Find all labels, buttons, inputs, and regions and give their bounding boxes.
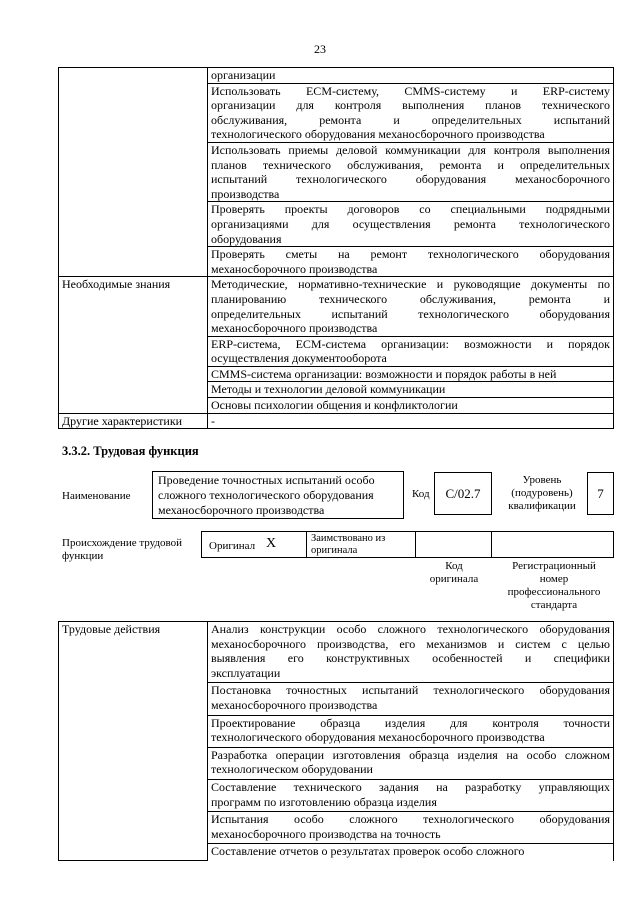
cell-line: механосборочного производства xyxy=(211,261,378,276)
row-label xyxy=(59,68,208,277)
cell-line: Проверять сметы на ремонт технологического оборудования xyxy=(211,247,610,262)
labor-actions-table xyxy=(58,621,614,861)
cell-line: механосборочного производства, его механизмов и систем с целью xyxy=(211,636,610,651)
cell-line: эксплуатации xyxy=(211,665,281,680)
borrowed-line: Заимствовано из xyxy=(311,533,386,544)
code-label: Код xyxy=(412,488,430,500)
row-content xyxy=(208,366,614,382)
level-label-line: квалификации xyxy=(508,500,576,512)
labor-action xyxy=(208,715,614,747)
cell-line: Постановка точностных испытаний технологического оборудования xyxy=(211,683,610,698)
labor-action xyxy=(208,812,614,844)
borrowed-line: оригинала xyxy=(311,545,358,556)
origin-label-line: Происхождение трудовой xyxy=(62,537,183,549)
row-content xyxy=(208,382,614,398)
cell-line: Методические, нормативно-технические и руководящие документы по xyxy=(211,277,610,292)
reg-number-line: профессионального xyxy=(507,586,601,598)
cell-line: Методы и технологии деловой коммуникации xyxy=(211,382,446,397)
row-content xyxy=(208,202,614,247)
cell-line: организации для контроля выполнения планов технического xyxy=(211,98,610,113)
row-content xyxy=(208,83,614,142)
cell-line: обслуживания, ремонта и определительных испытаний xyxy=(211,112,610,127)
cell-line: оборудования xyxy=(211,231,282,246)
row-content xyxy=(208,413,614,429)
labor-action xyxy=(208,622,614,683)
cell-line: испытаний технологического оборудования механосборочного xyxy=(211,172,610,187)
cell-line: - xyxy=(211,413,215,428)
cell-line: Основы психологии общения и конфликтологии xyxy=(211,398,458,413)
section-heading: 3.3.2. Трудовая функция xyxy=(62,444,199,458)
original-mark: X xyxy=(266,536,277,551)
qualification-level-label xyxy=(500,474,584,513)
function-name-line: механосборочного производства xyxy=(158,503,325,517)
qualification-level-value: 7 xyxy=(587,472,614,515)
row-label: Другие характеристики xyxy=(59,413,208,429)
cell-line: механосборочного производства xyxy=(211,321,378,336)
reg-number-line: Регистрационный xyxy=(512,560,596,572)
cell-line: технологического оборудования механосборочного производства xyxy=(211,730,545,745)
cell-line: планов технического обслуживания, ремонта и определительных xyxy=(211,157,610,172)
code-original-line: Код xyxy=(445,560,463,572)
cell-line: Использовать ECM-систему, CMMS-систему и ERP-систему xyxy=(211,83,610,98)
cell-line: выявления его конструктивных особенностей и специфики xyxy=(211,651,610,666)
cell-line: Составление отчетов о результатах проверок особо сложного xyxy=(211,844,525,859)
cell-line: Проектирование образца изделия для контроля точности xyxy=(211,715,610,730)
cell-line: Испытания особо сложного технологического оборудования xyxy=(211,812,610,827)
row-content xyxy=(208,247,614,277)
page-number: 23 xyxy=(314,42,326,56)
row-content xyxy=(208,398,614,414)
origin-label xyxy=(62,537,182,563)
cell-line: Анализ конструкции особо сложного технологического оборудования xyxy=(211,622,610,636)
origin-label-line: функции xyxy=(62,550,104,562)
labor-action xyxy=(208,844,614,861)
function-name-line: сложного технологического оборудования xyxy=(158,488,374,502)
cell-line: механосборочного производства xyxy=(211,697,378,712)
level-label-line: (подуровень) xyxy=(511,487,573,499)
cell-line: определительных испытаний технологического оборудования xyxy=(211,306,610,321)
borrowed-label xyxy=(311,533,385,557)
cell-line: Разработка операции изготовления образца изделия на особо сложном xyxy=(211,747,610,762)
cell-line: осуществления документооборота xyxy=(211,351,387,366)
cell-line: планированию технического обслуживания, ремонта и xyxy=(211,291,610,306)
labor-action xyxy=(208,779,614,811)
cell-line: технологического оборудования механосборочного производства xyxy=(211,127,545,142)
original-label: Оригинал xyxy=(209,540,256,552)
table-row xyxy=(59,277,614,336)
table-row xyxy=(59,413,614,429)
registration-number-label xyxy=(498,560,610,612)
cell-line: CMMS-система организации: возможности и порядок работы в ней xyxy=(211,366,557,381)
labor-action xyxy=(208,747,614,779)
code-original-line: оригинала xyxy=(429,573,479,585)
cell-line: ERP-система, ECM-система организации: возможности и порядок xyxy=(211,336,610,351)
level-label-line: Уровень xyxy=(522,474,562,486)
row-content xyxy=(208,336,614,366)
cell-line: программ по изготовлению образца изделия xyxy=(211,794,437,809)
cell-line: Проверять проекты договоров со специальными подрядными xyxy=(211,202,610,217)
table-row xyxy=(59,622,614,683)
cell-line: организациями для осуществления ремонта технологического xyxy=(211,216,610,231)
cell-line: механосборочного производства на точность xyxy=(211,826,441,841)
reg-number-line: стандарта xyxy=(530,599,578,611)
cell-line: организации xyxy=(211,68,276,82)
labor-action xyxy=(208,683,614,715)
function-name-box xyxy=(152,471,404,519)
row-content xyxy=(208,277,614,336)
row-content xyxy=(208,68,614,84)
cell-line: производства xyxy=(211,186,280,201)
cell-line: Использовать приемы деловой коммуникации для контроля выполнения xyxy=(211,142,610,157)
cell-line: Составление технического задания на разработку управляющих xyxy=(211,779,610,794)
name-label: Наименование xyxy=(62,490,131,502)
row-content xyxy=(208,142,614,201)
labor-actions-label: Трудовые действия xyxy=(59,622,208,861)
code-value: C/02.7 xyxy=(434,472,492,515)
row-label: Необходимые знания xyxy=(59,277,208,413)
table-row xyxy=(59,68,614,84)
code-original-label xyxy=(418,560,490,586)
reg-number-line: номер xyxy=(539,573,569,585)
skills-knowledge-table xyxy=(58,67,614,429)
function-name-line: Проведение точностных испытаний особо xyxy=(158,473,375,487)
cell-line: технологическом оборудовании xyxy=(211,762,373,777)
origin-row xyxy=(201,531,614,558)
